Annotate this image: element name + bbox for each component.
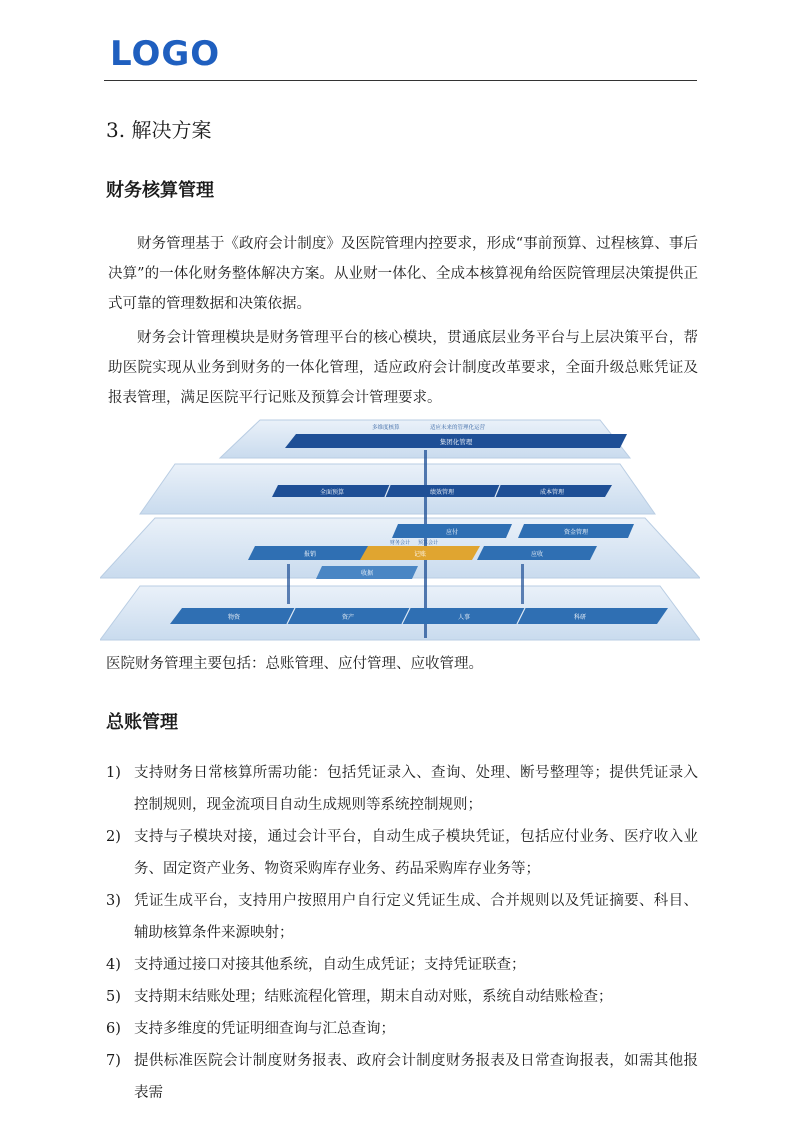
logo: LOGO [110, 34, 221, 74]
list-item [106, 757, 698, 821]
box-reimburse-label: 报销 [303, 551, 317, 558]
box-receivable-label: 应收 [530, 551, 544, 558]
box-group-management-label: 集团化管理 [439, 438, 473, 446]
list-item-number: 6) [106, 1021, 121, 1037]
connector-left [287, 564, 290, 604]
finance-paragraph-1: 财务管理基于《政府会计制度》及医院管理内控要求，形成“事前预算、过程核算、事后决算”的一体化财务整体解决方案。从业财一体化、全成本核算视角给医院管理层决策提供正式可靠的管理数据和决策依据。 [108, 236, 698, 312]
list-item-number: 7) [106, 1053, 121, 1069]
list-item [106, 821, 698, 885]
list-item [106, 981, 698, 1013]
box-payable-label: 应付 [445, 529, 459, 536]
list-item-text: 提供标准医院会计制度财务报表、政府会计制度财务报表及日常查询报表，如需其他报表需 [134, 1053, 698, 1101]
list-item [106, 1045, 698, 1109]
list-item-number: 3) [106, 893, 121, 909]
box-hr-label: 人事 [457, 614, 471, 621]
box-receipt-label: 收据 [360, 570, 374, 577]
box-budget-label: 全面预算 [319, 489, 345, 496]
header-divider [104, 80, 697, 81]
list-item-number: 4) [106, 957, 121, 973]
box-research-label: 科研 [573, 614, 587, 621]
box-materials-label: 物资 [227, 614, 241, 621]
box-assets-label: 资产 [341, 614, 355, 621]
list-item-number: 2) [106, 829, 121, 845]
connector-right [521, 564, 524, 604]
list-item-number: 1) [106, 765, 121, 781]
list-item [106, 885, 698, 949]
ledger-feature-list [106, 757, 698, 1109]
section-title: 3. 解决方案 [106, 118, 212, 142]
diagram-top-label-1: 多维度核算 [372, 425, 400, 431]
finance-architecture-diagram [100, 418, 700, 650]
list-item-text: 凭证生成平台，支持用户按照用户自行定义凭证生成、合并规则以及凭证摘要、科目、辅助核算条件来源映射； [134, 893, 698, 941]
list-item-number: 5) [106, 989, 121, 1005]
list-item-text: 支持通过接口对接其他系统，自动生成凭证；支持凭证联查； [134, 957, 526, 973]
list-item [106, 1013, 698, 1045]
box-performance-label: 绩效管理 [429, 489, 455, 496]
box-cost-label: 成本管理 [539, 489, 565, 496]
diagram-top-label-2: 适应未来的管理化运营 [430, 425, 486, 431]
ledger-heading: 总账管理 [106, 712, 178, 733]
list-item-text: 支持期末结账处理；结账流程化管理，期末自动对账，系统自动结账检查； [134, 989, 613, 1005]
list-item-text: 支持与子模块对接，通过会计平台，自动生成子模块凭证，包括应付业务、医疗收入业务、固定资产业务、物资采购库存业务、药品采购库存业务等； [134, 829, 698, 877]
finance-paragraph-2: 财务会计管理模块是财务管理平台的核心模块，贯通底层业务平台与上层决策平台，帮助医院实现从业务到财务的一体化管理，适应政府会计制度改革要求，全面升级总账凭证及报表管理，满足医院平行记账及预算会计管理要求。 [108, 330, 698, 406]
box-bookkeeping-label: 记账 [413, 551, 427, 558]
layer4-bar [170, 608, 668, 624]
caption-financial-accounting: 财务会计 [390, 540, 411, 546]
list-item-text: 支持多维度的凭证明细查询与汇总查询； [134, 1021, 395, 1037]
finance-heading: 财务核算管理 [106, 180, 214, 201]
box-fund-label: 资金管理 [563, 529, 589, 536]
caption-budget-accounting: 预算会计 [418, 540, 439, 546]
finance-summary: 医院财务管理主要包括：总账管理、应付管理、应收管理。 [106, 656, 483, 672]
list-item-text: 支持财务日常核算所需功能：包括凭证录入、查询、处理、断号整理等；提供凭证录入控制规则，现金流项目自动生成规则等系统控制规则； [134, 765, 698, 813]
list-item [106, 949, 698, 981]
